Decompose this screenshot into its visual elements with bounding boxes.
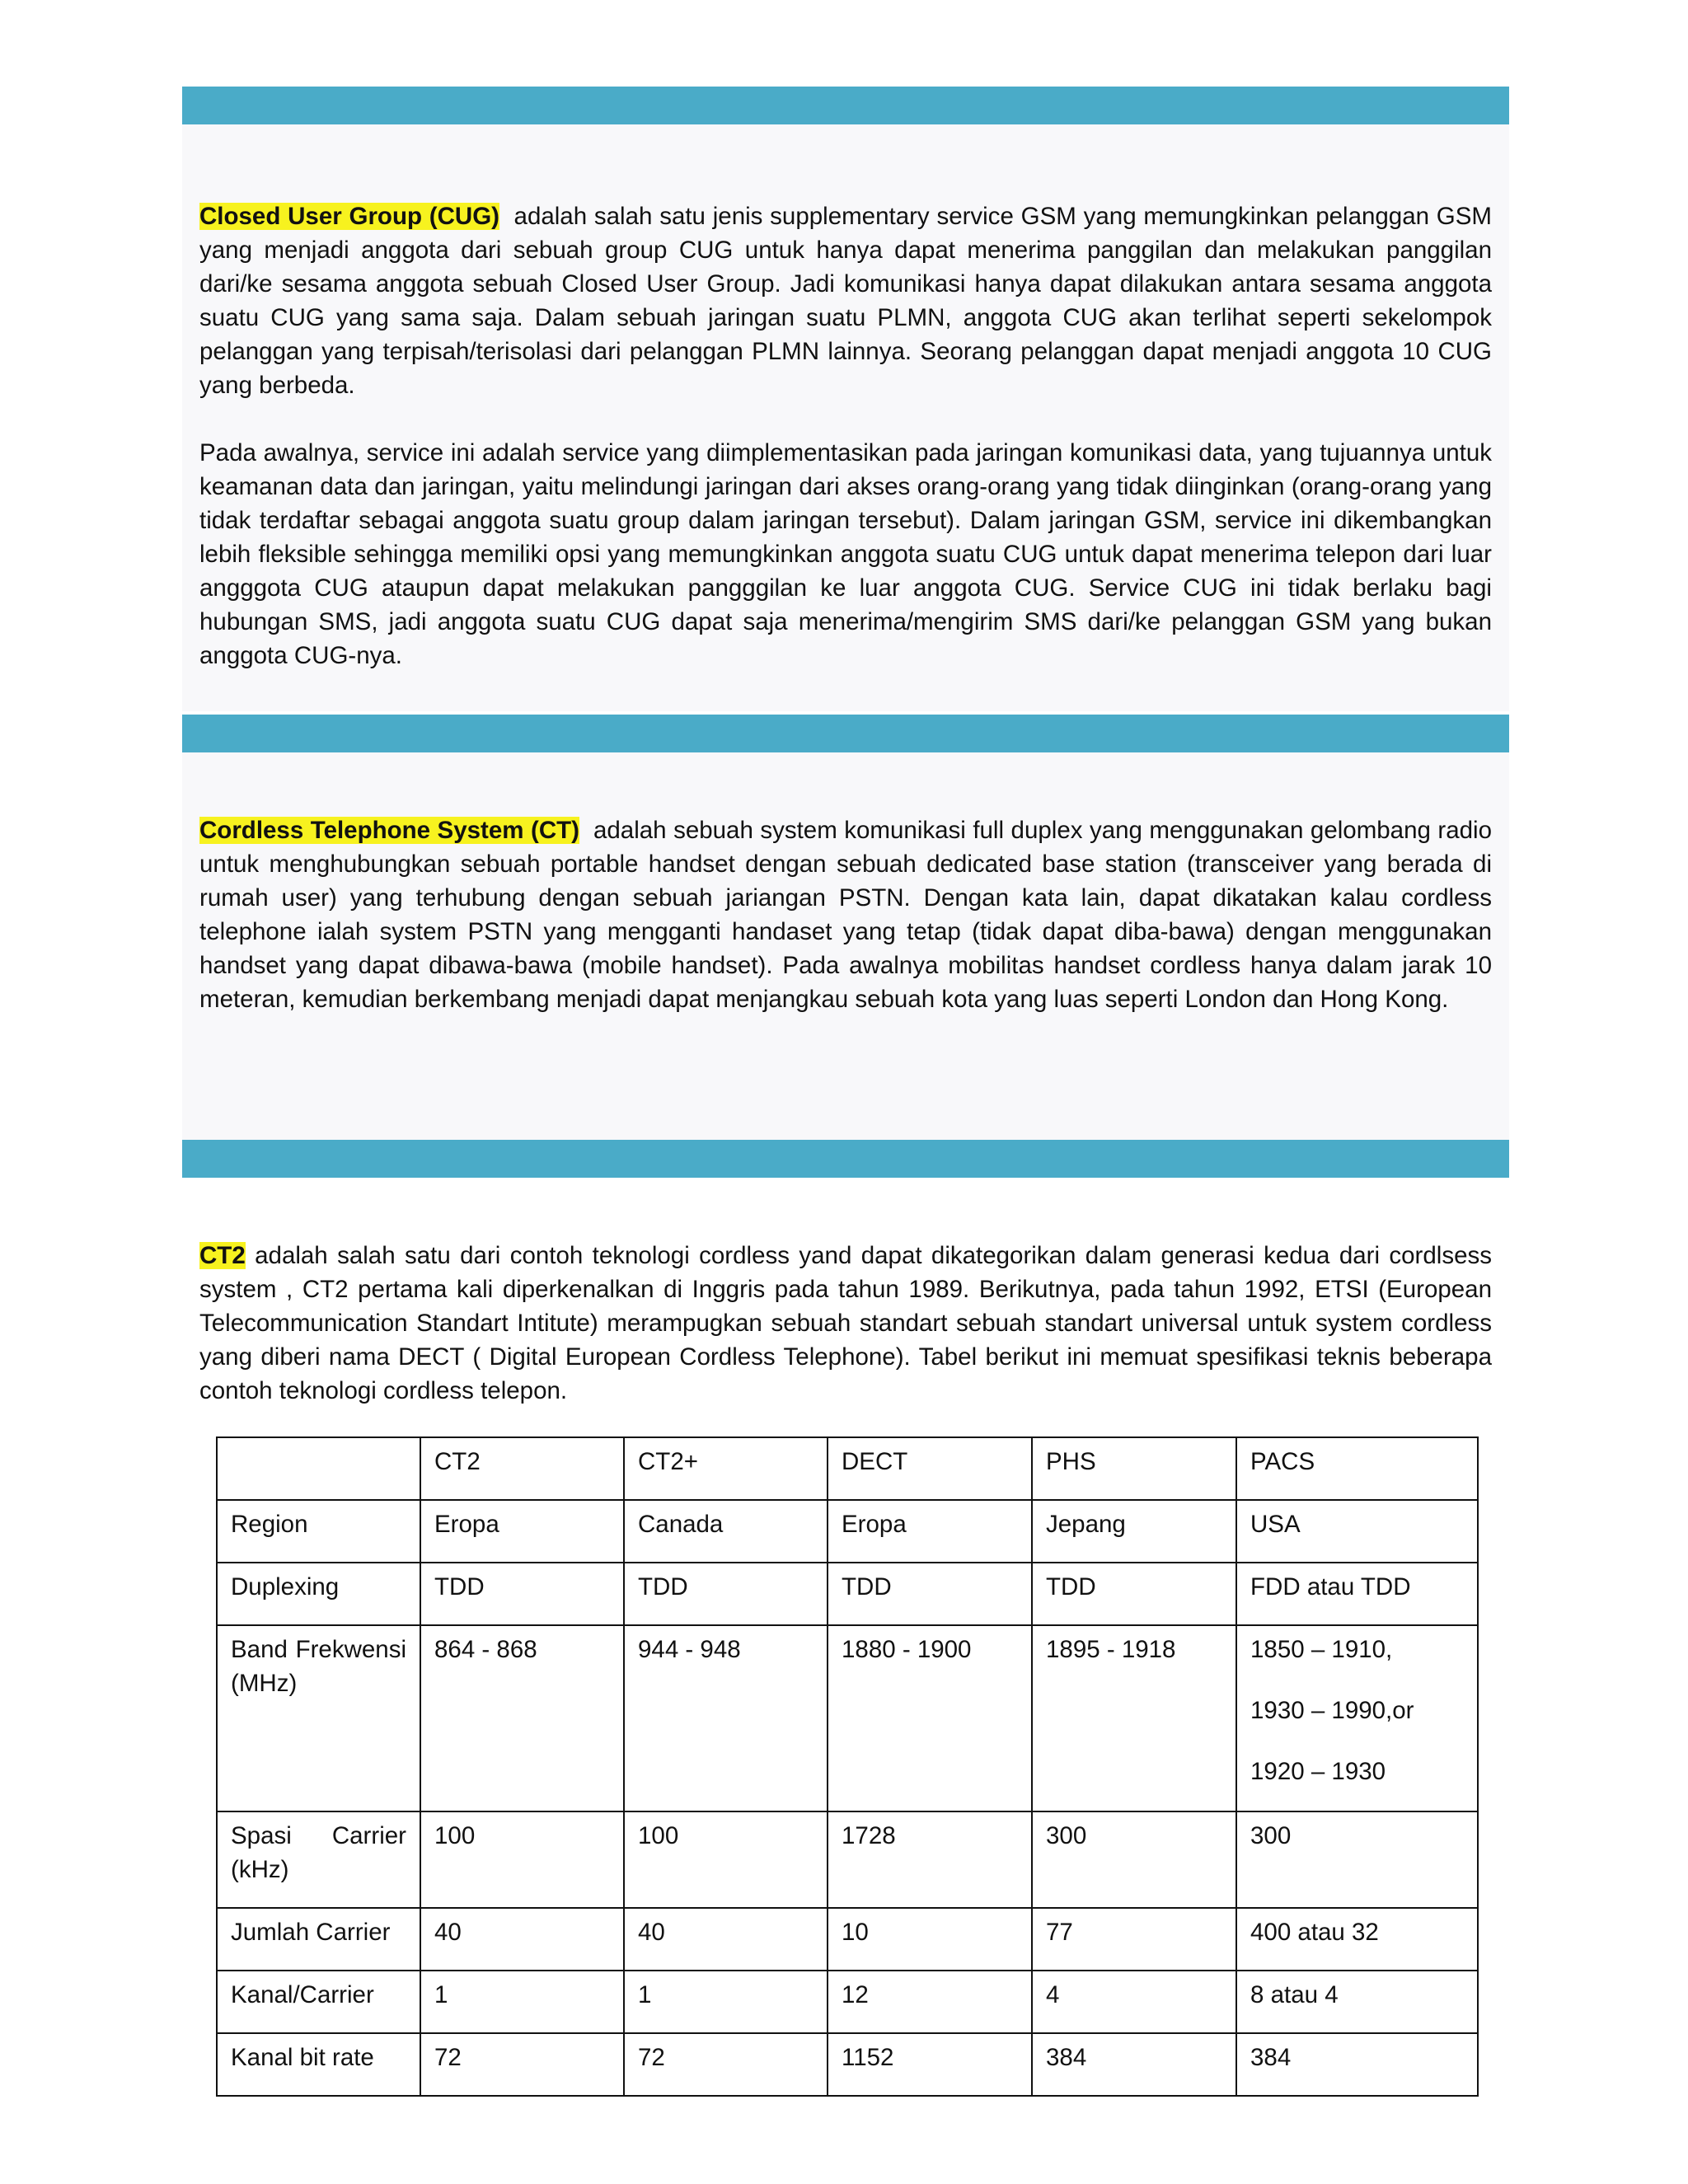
section-header-bar-cug [182,87,1509,124]
table-row-label: Spasi Carrier (kHz) [217,1811,420,1908]
table-row [217,1625,1478,1811]
section-header-bar-ct2 [182,1140,1509,1178]
table-cell: 384 [1236,2033,1478,2096]
table-cell: Eropa [420,1500,624,1563]
cug-paragraph-1 [199,199,1492,402]
table-header-cell: CT2 [420,1437,624,1500]
table-cell: USA [1236,1500,1478,1563]
cordless-spec-table [216,1436,1479,2097]
table-cell: 77 [1032,1908,1236,1971]
table-row-label: Jumlah Carrier [217,1908,420,1971]
table-header-cell: DECT [828,1437,1032,1500]
ct2-paragraph-1-body: adalah salah satu dari contoh teknologi cordless yand dapat dikategorikan dalam generasi kedua dari cordlsess system , CT2 pertama kali diperkenalkan di Inggris pada tahun 1989. Berikutnya, pada tahun 1992, ETSI (European Telecommunication Standart Intitute) merampugkan sebuah standart sebuah standart universal untuk system cordless yang diberi nama DECT ( Digital European Cordless Telephone). Tabel berikut ini memuat spesifikasi teknis beberapa contoh teknologi cordless telepon. [199,1242,1492,1404]
table-cell-pacs-band [1236,1625,1478,1811]
table-cell: 10 [828,1908,1032,1971]
table-cell: 40 [420,1908,624,1971]
table-row [217,2033,1478,2096]
table-cell: 1880 - 1900 [828,1625,1032,1811]
table-cell: 300 [1032,1811,1236,1908]
table-cell: 40 [624,1908,828,1971]
table-cell: 72 [420,2033,624,2096]
table-row-label: Kanal bit rate [217,2033,420,2096]
table-cell: 1152 [828,2033,1032,2096]
table-cell: Canada [624,1500,828,1563]
table-header-row [217,1437,1478,1500]
table-cell: 384 [1032,2033,1236,2096]
table-cell: 12 [828,1971,1032,2033]
table-row-label: Region [217,1500,420,1563]
cug-paragraph-2: Pada awalnya, service ini adalah service yang diimplementasikan pada jaringan komunikasi data, yang tujuannya untuk keamanan data dan jaringan, yaitu melindungi jaringan dari akses orang-orang yang tidak diinginkan (orang-orang yang tidak terdaftar sebagai anggota suatu group dalam jaringan tersebut). Dalam jaringan GSM, service ini dikembangkan lebih fleksible sehingga memiliki opsi yang memungkinkan anggota suatu CUG untuk dapat menerima telepon dari luar angggota CUG ataupun dapat melakukan pangggilan ke luar anggota CUG. Service CUG ini tidak berlaku bagi hubungan SMS, jadi anggota suatu CUG dapat saja menerima/mengirim SMS dari/ke pelanggan GSM yang bukan anggota CUG-nya. [199,439,1492,669]
table-row-label: Band Frekwensi (MHz) [217,1625,420,1811]
table-cell: 944 - 948 [624,1625,828,1811]
table-cell: 100 [420,1811,624,1908]
term-highlight-ct2: CT2 [199,1242,246,1269]
table-cell: 1895 - 1918 [1032,1625,1236,1811]
term-highlight-cug: Closed User Group (CUG) [199,203,499,230]
table-cell: FDD atau TDD [1236,1563,1478,1625]
table-cell: 1 [420,1971,624,2033]
table-cell: 300 [1236,1811,1478,1908]
ct-paragraph-1 [199,813,1492,1016]
table-cell: 4 [1032,1971,1236,2033]
table-row [217,1811,1478,1908]
table-row-label: Duplexing [217,1563,420,1625]
ct-paragraph-1-body: adalah sebuah system komunikasi full duplex yang menggunakan gelombang radio untuk menghubungkan sebuah portable handset dengan sebuah dedicated base station (transceiver yang berada di rumah user) yang terhubung dengan sebuah jariangan PSTN. Dengan kata lain, dapat dikatakan kalau cordless telephone ialah system PSTN yang mengganti handaset yang tetap (tidak dapat diba-bawa) dengan menggunakan handset yang dapat dibawa-bawa (mobile handset). Pada awalnya mobilitas handset cordless hanya dalam jarak 10 meteran, kemudian berkembang menjadi dapat menjangkau sebuah kota yang luas seperti London dan Hong Kong. [199,817,1492,1013]
table-header-cell: CT2+ [624,1437,828,1500]
pacs-band-line: 1930 – 1990,or [1250,1697,1414,1724]
term-highlight-ct: Cordless Telephone System (CT) [199,817,579,844]
pacs-band-line: 1920 – 1930 [1250,1758,1386,1785]
table-cell: TDD [624,1563,828,1625]
section-ct2-text [199,1239,1492,1408]
section-header-bar-ct [182,715,1509,752]
ct2-paragraph-1 [199,1239,1492,1408]
table-cell: TDD [420,1563,624,1625]
table-cell: 1728 [828,1811,1032,1908]
section-cug-text [199,199,1492,673]
table-cell: 400 atau 32 [1236,1908,1478,1971]
section-ct-text [199,813,1492,1016]
table-cell: TDD [828,1563,1032,1625]
table-header-cell: PACS [1236,1437,1478,1500]
table-row [217,1500,1478,1563]
table-cell: 1 [624,1971,828,2033]
cug-paragraph-1-body: adalah salah satu jenis supplementary service GSM yang memungkinkan pelanggan GSM yang menjadi anggota dari sebuah group CUG untuk hanya dapat menerima panggilan dan melakukan panggilan dari/ke sesama anggota sebuah Closed User Group. Jadi komunikasi hanya dapat dilakukan antara sesama anggota suatu CUG yang sama saja. Dalam sebuah jaringan suatu PLMN, anggota CUG akan terlihat seperti sekelompok pelanggan yang terpisah/terisolasi dari pelanggan PLMN lainnya. Seorang pelanggan dapat menjadi anggota 10 CUG yang berbeda. [199,203,1492,399]
table-cell: 100 [624,1811,828,1908]
table-cell: TDD [1032,1563,1236,1625]
table-header-cell: PHS [1032,1437,1236,1500]
table-row [217,1908,1478,1971]
table-row [217,1971,1478,2033]
table-cell: 864 - 868 [420,1625,624,1811]
table-cell: Eropa [828,1500,1032,1563]
table-row [217,1563,1478,1625]
table-cell: Jepang [1032,1500,1236,1563]
pacs-band-line: 1850 – 1910, [1250,1636,1393,1663]
table-cell: 72 [624,2033,828,2096]
table-cell: 8 atau 4 [1236,1971,1478,2033]
table-row-label: Kanal/Carrier [217,1971,420,2033]
table-header-cell [217,1437,420,1500]
